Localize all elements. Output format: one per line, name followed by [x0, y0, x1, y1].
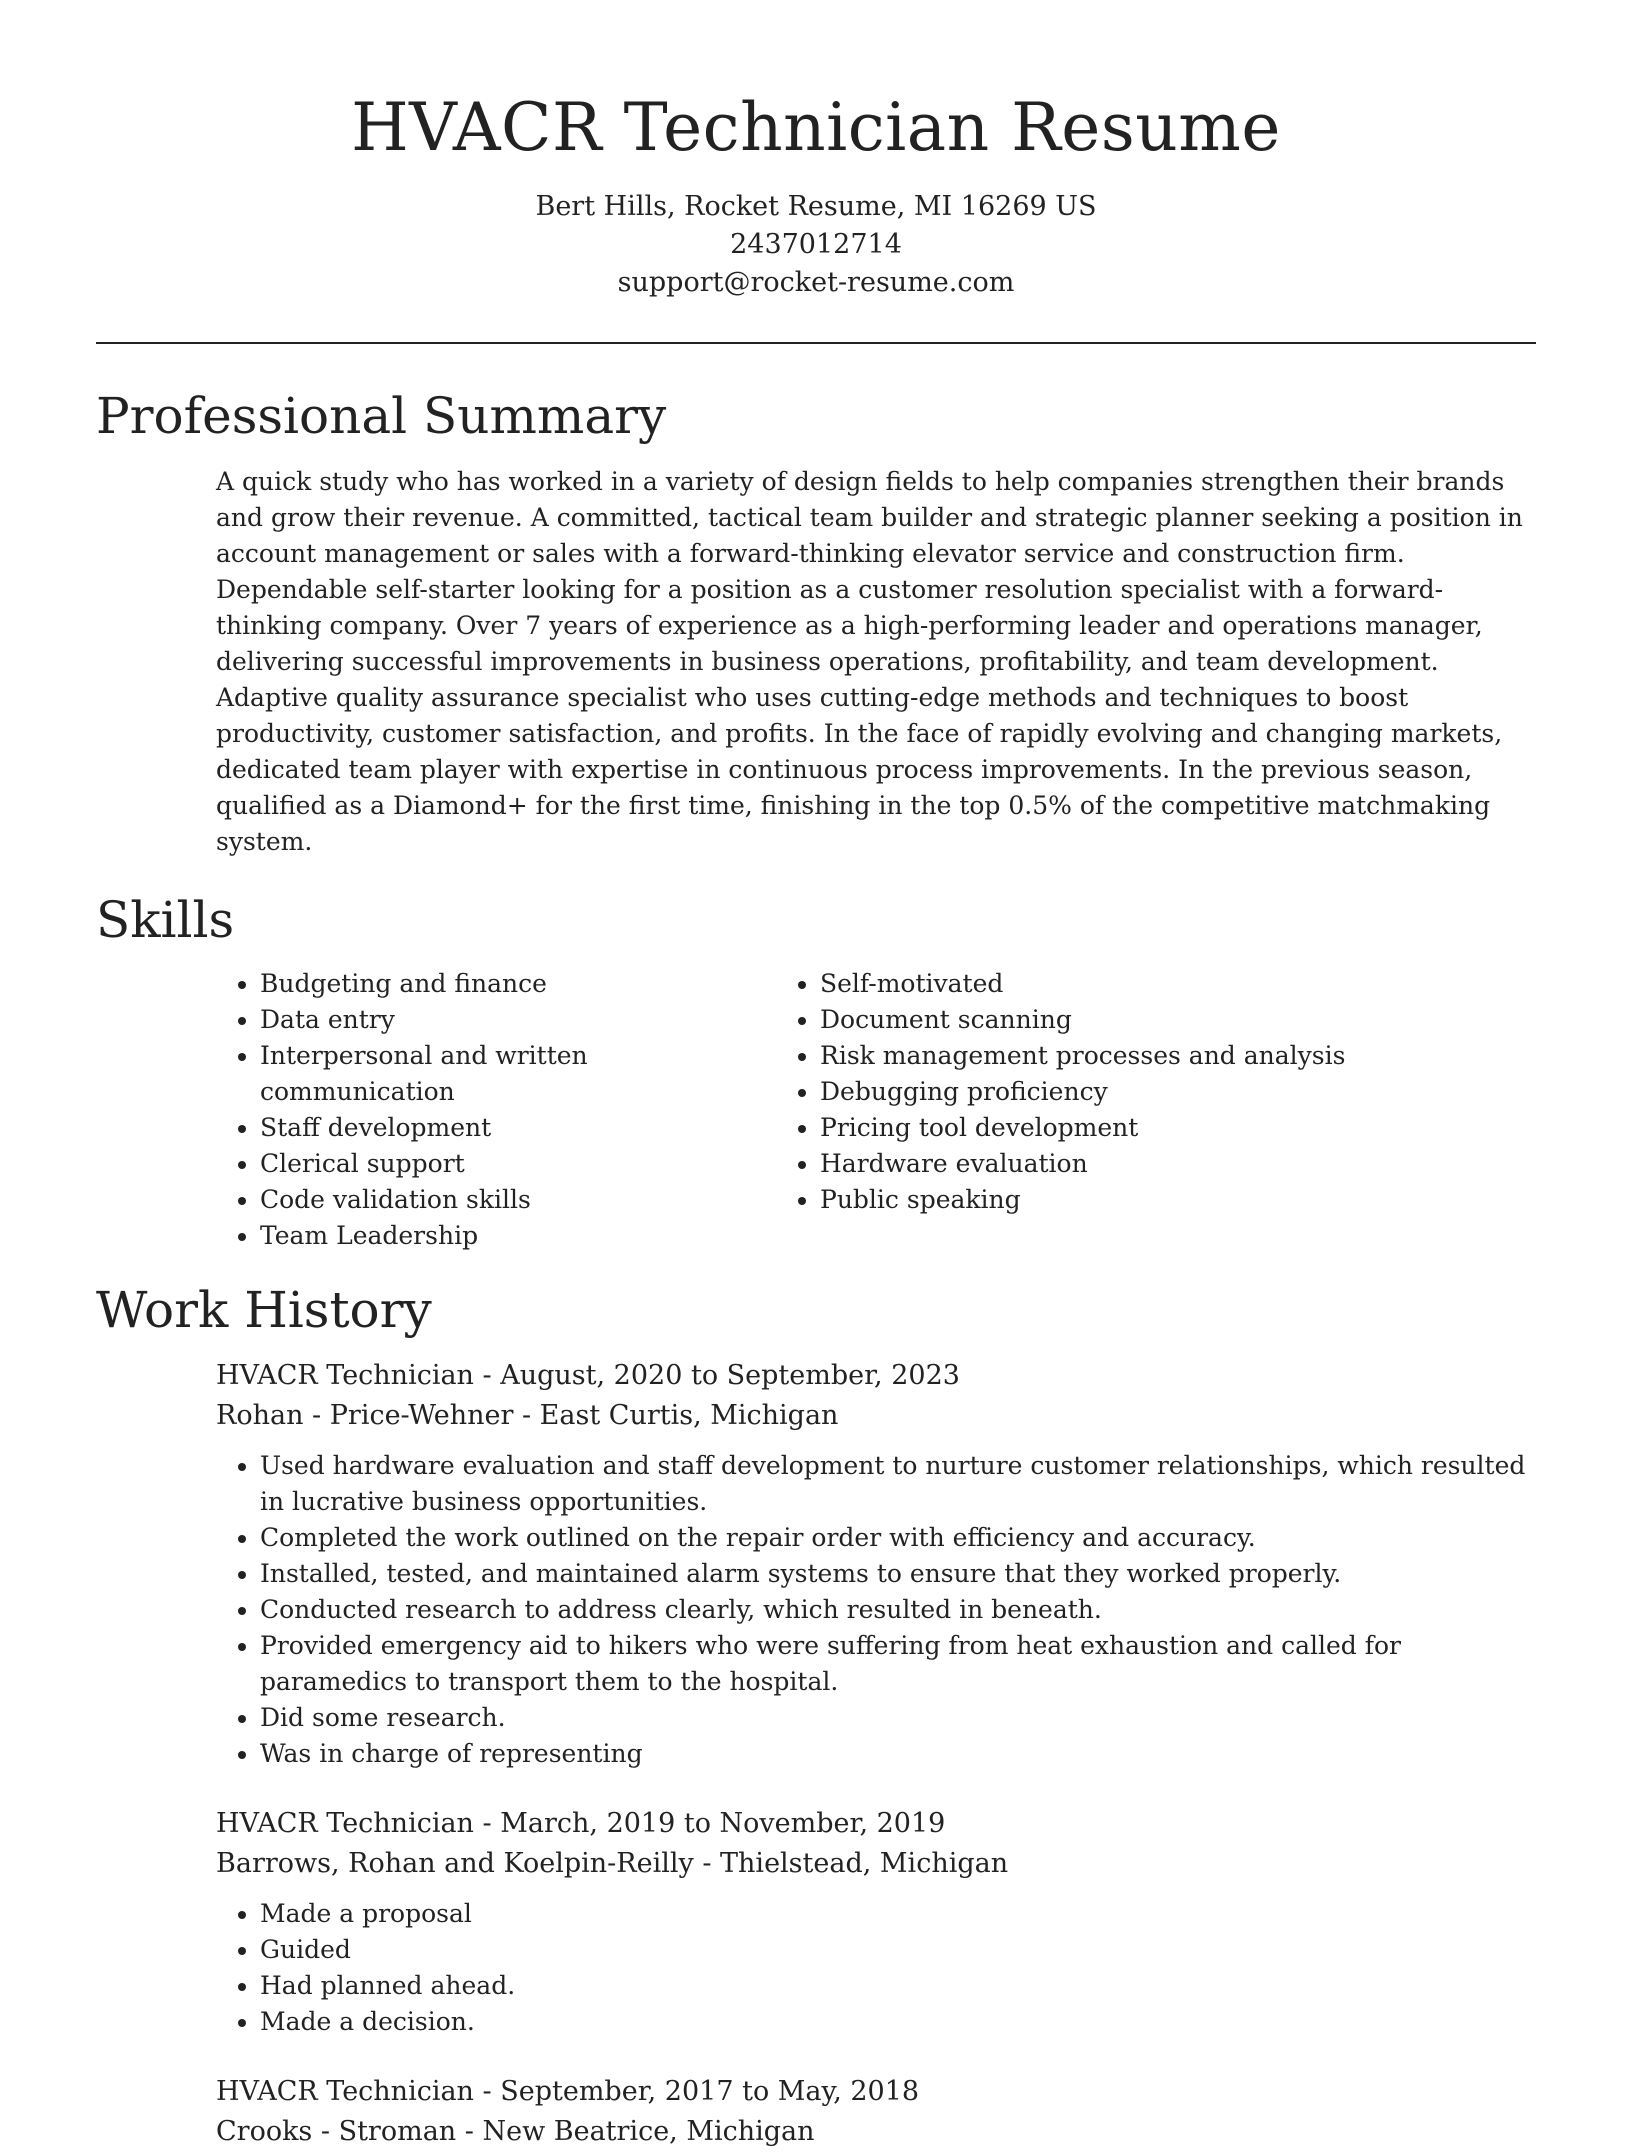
skills-heading: Skills: [96, 891, 235, 949]
skill-item: • Document scanning: [820, 1002, 1380, 1038]
skill-item: • Risk management processes and analysis: [820, 1038, 1380, 1074]
job-company-line: Rohan - Price-Wehner - East Curtis, Michigan: [216, 1400, 839, 1431]
contact-email: support@rocket-resume.com: [617, 267, 1015, 298]
job-duties: [216, 1896, 1536, 2040]
skill-item: • Code validation skills: [260, 1182, 770, 1218]
skills-list: [96, 966, 1536, 1254]
job-duty: • Used hardware evaluation and staff development to nurture customer relationships, which resulted in lucrative business opportunities.: [260, 1448, 1536, 1520]
job-title-line: HVACR Technician - August, 2020 to September, 2023: [216, 1360, 960, 1391]
job-duty: • Completed the work outlined on the repair order with efficiency and accuracy.: [260, 1520, 1536, 1556]
job-duty: • Did some research.: [260, 1700, 1536, 1736]
job-company-line: Barrows, Rohan and Koelpin-Reilly - Thielstead, Michigan: [216, 1848, 1009, 1879]
work-history-heading: Work History: [96, 1281, 432, 1339]
job-duty: • Had planned ahead.: [260, 1968, 1536, 2004]
job-duty: • Guided: [260, 1932, 1536, 1968]
skills-column-right: [656, 966, 1380, 1254]
contact-phone: 2437012714: [730, 229, 902, 260]
job-duty: • Provided emergency aid to hikers who were suffering from heat exhaustion and called for paramedics to transport them to the hospital.: [260, 1628, 1536, 1700]
job-entry: [216, 1804, 1536, 2040]
job-duty: • Installed, tested, and maintained alarm systems to ensure that they worked properly.: [260, 1556, 1536, 1592]
resume-title: HVACR Technician Resume: [351, 89, 1281, 166]
job-duty: • Was in charge of representing: [260, 1736, 1536, 1772]
job-duty: • Made a decision.: [260, 2004, 1536, 2040]
skill-item: • Hardware evaluation: [820, 1146, 1380, 1182]
header-divider: [96, 342, 1536, 344]
job-entry: [216, 2072, 1536, 2152]
resume-page: [96, 0, 1536, 2147]
skill-item: • Budgeting and finance: [260, 966, 770, 1002]
job-title-line: HVACR Technician - September, 2017 to May, 2018: [216, 2076, 920, 2107]
contact-address: Bert Hills, Rocket Resume, MI 16269 US: [535, 191, 1097, 222]
skill-item: • Debugging proficiency: [820, 1074, 1380, 1110]
skill-item: • Clerical support: [260, 1146, 770, 1182]
skill-item: • Data entry: [260, 1002, 770, 1038]
skill-item: • Team Leadership: [260, 1218, 770, 1254]
skill-item: • Self-motivated: [820, 966, 1380, 1002]
job-duties: [216, 1448, 1536, 1772]
summary-text: A quick study who has worked in a variety of design fields to help companies strengthen their brands and grow their revenue. A committed, tactical team builder and strategic planner seeking a position in account management or sales with a forward-thinking elevator service and construction firm. Dependable self-starter looking for a position as a customer resolution specialist with a forward-thinking company. Over 7 years of experience as a high-performing leader and operations manager, delivering successful improvements in business operations, profitability, and team development. Adaptive quality assurance specialist who uses cutting-edge methods and techniques to boost productivity, customer satisfaction, and profits. In the face of rapidly evolving and changing markets, dedicated team player with expertise in continuous process improvements. In the previous season, qualified as a Diamond+ for the first time, finishing in the top 0.5% of the competitive matchmaking system.: [216, 467, 1523, 856]
job-duty: • Made a proposal: [260, 1896, 1536, 1932]
job-duty: • Conducted research to address clearly, which resulted in beneath.: [260, 1592, 1536, 1628]
job-company-line: Crooks - Stroman - New Beatrice, Michigan: [216, 2116, 815, 2147]
skill-item: • Staff development: [260, 1110, 770, 1146]
skill-item: • Pricing tool development: [820, 1110, 1380, 1146]
job-entry: [216, 1356, 1536, 1772]
contact-block: [96, 188, 1536, 302]
skill-item: • Public speaking: [820, 1182, 1380, 1218]
skill-item: • Interpersonal and written communication: [260, 1038, 770, 1110]
job-title-line: HVACR Technician - March, 2019 to November, 2019: [216, 1808, 946, 1839]
summary-heading: Professional Summary: [96, 387, 667, 445]
